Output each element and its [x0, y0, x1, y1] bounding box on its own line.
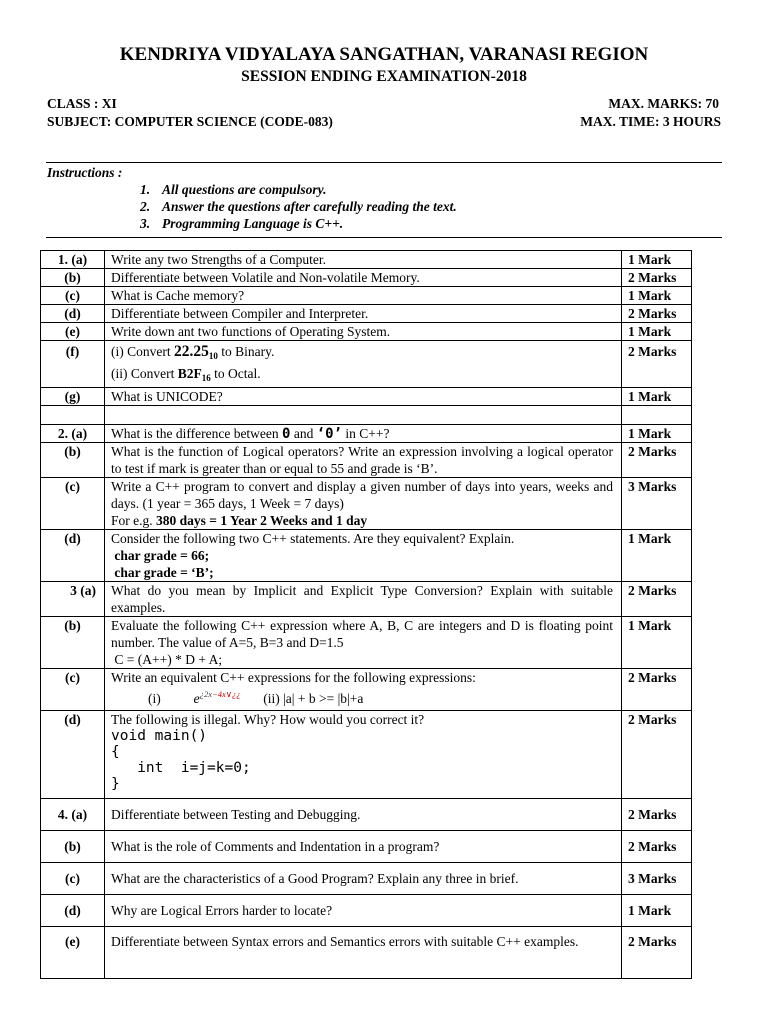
question-row	[41, 799, 692, 831]
question-marks: 1 Mark	[622, 617, 692, 669]
instructions-divider	[46, 237, 722, 238]
question-marks: 2 Marks	[622, 269, 692, 287]
question-number: (b)	[41, 443, 105, 478]
number-value: 22.25	[174, 343, 209, 360]
question-row	[41, 287, 692, 305]
region-title: KENDRIYA VIDYALAYA SANGATHAN, VARANASI REGION	[119, 44, 649, 65]
question-row	[41, 251, 692, 269]
question-text: What is UNICODE?	[105, 388, 622, 406]
question-number: 1. (a)	[41, 251, 105, 269]
question-text: Differentiate between Testing and Debugging.	[105, 799, 622, 831]
question-text	[105, 530, 622, 582]
instruction-item	[140, 182, 327, 198]
instructions-title: Instructions :	[47, 165, 123, 180]
question-row	[41, 443, 692, 478]
question-line: Evaluate the following C++ expression where A, B, C are integers and D is floating point number. The value of A=5, B=3 and D=1.5	[111, 618, 613, 650]
question-marks: 1 Mark	[622, 388, 692, 406]
question-text	[105, 341, 622, 388]
question-text: What is the difference between 0 and ‘0’ in C++?	[105, 425, 622, 443]
question-marks: 2 Marks	[622, 341, 692, 388]
statement-1: char grade = 66;	[111, 548, 210, 563]
expression-ii: (ii) |a| + b >= |b|+a	[263, 691, 364, 706]
code-line: }	[111, 776, 120, 792]
convert-line-1: (i) Convert $22.25_{10}$ to Binary.	[111, 343, 275, 361]
question-text: What do you mean by Implicit and Explicit Type Conversion? Explain with suitable examples.	[105, 582, 622, 617]
code-literal: 0	[282, 426, 291, 442]
question-text: Write any two Strengths of a Computer.	[105, 251, 622, 269]
question-row	[41, 269, 692, 287]
instruction-number: 2.	[140, 199, 151, 214]
instruction-item	[140, 216, 343, 232]
instruction-text: Answer the questions after carefully reading the text.	[162, 199, 457, 214]
question-text	[105, 669, 622, 711]
question-text: Differentiate between Syntax errors and Semantics errors with suitable C++ examples.	[105, 927, 622, 979]
expressions-line	[111, 686, 613, 708]
question-row	[41, 831, 692, 863]
question-marks: 2 Marks	[622, 711, 692, 799]
question-number: (b)	[41, 831, 105, 863]
question-text: Why are Logical Errors harder to locate?	[105, 895, 622, 927]
code-line: int i=j=k=0;	[111, 760, 251, 776]
question-number: (c)	[41, 863, 105, 895]
question-row	[41, 425, 692, 443]
convert-line-2: (ii) Convert $B2F_{16}$ to Octal.	[111, 366, 261, 383]
question-row	[41, 617, 692, 669]
question-number: 3 (a)	[41, 582, 105, 617]
question-number: 2. (a)	[41, 425, 105, 443]
class-label: CLASS : XI	[47, 96, 117, 111]
question-marks: 2 Marks	[622, 927, 692, 979]
question-marks: 1 Mark	[622, 425, 692, 443]
question-number: (g)	[41, 388, 105, 406]
question-number: (d)	[41, 711, 105, 799]
question-marks: 2 Marks	[622, 831, 692, 863]
question-text: Write down ant two functions of Operating System.	[105, 323, 622, 341]
instruction-number: 3.	[140, 216, 151, 231]
question-text	[105, 617, 622, 669]
instruction-number: 1.	[140, 182, 151, 197]
question-marks: 3 Marks	[622, 478, 692, 530]
header-divider	[46, 162, 722, 163]
question-marks: 2 Marks	[622, 443, 692, 478]
question-number: (e)	[41, 927, 105, 979]
question-number: (f)	[41, 341, 105, 388]
question-marks: 1 Mark	[622, 530, 692, 582]
question-line: The following is illegal. Why? How would you correct it?	[111, 712, 425, 727]
question-marks: 2 Marks	[622, 799, 692, 831]
max-marks: MAX. MARKS: 70	[608, 96, 719, 111]
question-marks: 2 Marks	[622, 582, 692, 617]
code-literal: ‘0’	[316, 426, 343, 442]
question-row	[41, 711, 692, 799]
spacer-row	[41, 406, 692, 425]
question-row	[41, 478, 692, 530]
number-value: B2F	[177, 366, 202, 381]
question-row	[41, 305, 692, 323]
question-row	[41, 388, 692, 406]
example-line: For e.g. 380 days = 1 Year 2 Weeks and 1 day	[111, 513, 368, 528]
exponential-exponent: ¿2x−4x∨¿¿	[199, 689, 241, 699]
question-number: (d)	[41, 305, 105, 323]
question-number: 4. (a)	[41, 799, 105, 831]
code-line: void main()	[111, 728, 208, 744]
question-line: Consider the following two C++ statements. Are they equivalent? Explain.	[111, 531, 515, 546]
question-text: Differentiate between Volatile and Non-volatile Memory.	[105, 269, 622, 287]
question-text: What are the characteristics of a Good Program? Explain any three in brief.	[105, 863, 622, 895]
question-marks: 1 Mark	[622, 251, 692, 269]
statement-2: char grade = ‘B’;	[111, 565, 214, 580]
instruction-text: All questions are compulsory.	[162, 182, 327, 197]
question-text: Differentiate between Compiler and Interpreter.	[105, 305, 622, 323]
question-number: (b)	[41, 269, 105, 287]
question-line: Write a C++ program to convert and display a given number of days into years, weeks and days. (1 year = 365 days, 1 Week = 7 days)	[111, 479, 613, 511]
question-text: What is the function of Logical operators? Write an expression involving a logical operator to test if mark is greater than or equal to 55 and grade is ‘B’.	[105, 443, 622, 478]
question-text: What is the role of Comments and Indentation in a program?	[105, 831, 622, 863]
question-marks: 1 Mark	[622, 287, 692, 305]
question-row	[41, 530, 692, 582]
question-number: (d)	[41, 895, 105, 927]
question-text	[105, 478, 622, 530]
question-row	[41, 863, 692, 895]
max-time: MAX. TIME: 3 HOURS	[580, 114, 721, 129]
question-text	[105, 711, 622, 799]
expression-label: (i)	[148, 691, 161, 706]
question-marks: 2 Marks	[622, 305, 692, 323]
question-table	[40, 250, 692, 979]
question-number: (e)	[41, 323, 105, 341]
question-row	[41, 895, 692, 927]
question-row	[41, 669, 692, 711]
number-base: 10	[208, 351, 218, 361]
instruction-item	[140, 199, 457, 215]
question-row	[41, 323, 692, 341]
expression-line: C = (A++) * D + A;	[111, 652, 223, 667]
question-marks: 1 Mark	[622, 895, 692, 927]
question-marks: 3 Marks	[622, 863, 692, 895]
question-marks: 2 Marks	[622, 669, 692, 711]
question-marks: 1 Mark	[622, 323, 692, 341]
question-number: (c)	[41, 669, 105, 711]
question-number: (d)	[41, 530, 105, 582]
question-row	[41, 582, 692, 617]
instruction-text: Programming Language is C++.	[162, 216, 344, 231]
code-line: {	[111, 744, 120, 760]
subject-label: SUBJECT: COMPUTER SCIENCE (CODE-083)	[47, 114, 333, 129]
question-number: (b)	[41, 617, 105, 669]
question-number: (c)	[41, 478, 105, 530]
question-line: Write an equivalent C++ expressions for the following expressions:	[111, 670, 476, 685]
question-text: What is Cache memory?	[105, 287, 622, 305]
exam-title: SESSION ENDING EXAMINATION-2018	[241, 68, 527, 85]
exponential-base: e	[193, 692, 200, 707]
question-row	[41, 927, 692, 979]
number-base: 16	[201, 373, 211, 383]
question-row	[41, 341, 692, 388]
question-number: (c)	[41, 287, 105, 305]
